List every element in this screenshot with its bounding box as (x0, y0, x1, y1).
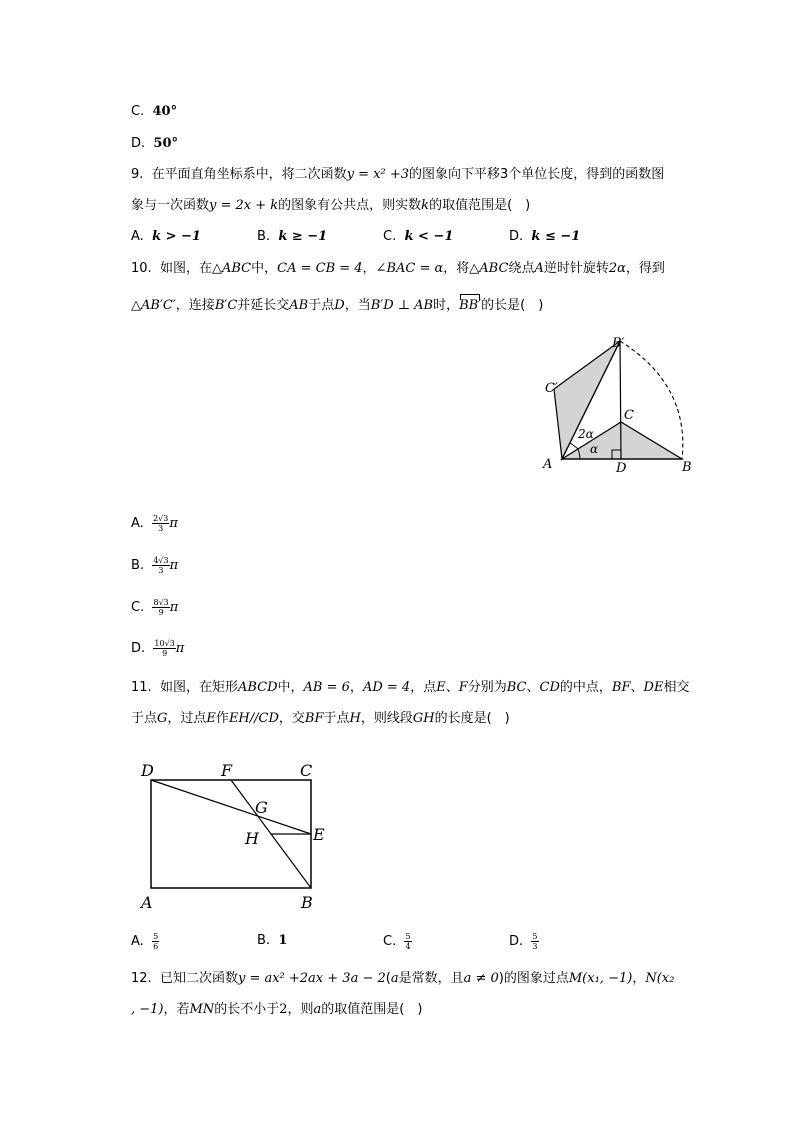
q9-option-b: B. k ≥ −1 (257, 229, 328, 244)
label-f: F (221, 761, 233, 780)
label-g: G (255, 798, 268, 817)
arc-bbprime: BB′ (459, 298, 481, 313)
label-two-alpha: 2α (578, 427, 594, 441)
q11-option-d: D. $\frac{5}{3}$ (509, 932, 538, 951)
q10-figure (540, 330, 700, 475)
q11-option-b: B. 1 (257, 933, 288, 948)
q9-option-c: C. k < −1 (383, 229, 454, 244)
q10-option-b: B. $\frac{4√3}{3}$ π (131, 556, 179, 575)
label-b-prime: B′ (612, 336, 625, 351)
label-a: A (141, 893, 153, 912)
q9-option-a: A. k > −1 (131, 229, 201, 244)
label-b: B (682, 460, 692, 475)
q12-line-2: , −1)，若MN的长不小于2，则a的取值范围是( ) (131, 1002, 423, 1017)
label-alpha: α (590, 442, 599, 456)
label-c-prime: C′ (545, 381, 558, 396)
q11-line-2: 于点G，过点E作EH//CD，交BF于点H，则线段GH的长度是( ) (131, 711, 510, 726)
label-d: D (141, 761, 154, 780)
q10-line-2: △AB′C′，连接B′C并延长交AB于点D，当B′D ⊥ AB时，BB′ 的长是( ) (131, 297, 543, 315)
q11-option-a: A. $\frac{5}{6}$ (131, 932, 159, 951)
label-h: H (245, 829, 259, 848)
label-e: E (313, 825, 325, 844)
q9-option-d: D. k ≤ −1 (509, 229, 581, 244)
q9-line-1: 9. 在平面直角坐标系中，将二次函数y = x² +3的图象向下平移3个单位长度，得到的函数图 (131, 167, 665, 182)
q10-option-d: D. $\frac{10√3}{9}$ π (131, 639, 185, 658)
label-b: B (301, 893, 313, 912)
option-c: C. 40° (131, 104, 178, 119)
label-a: A (543, 457, 553, 472)
q12-line-1: 12. 已知二次函数y = ax² +2ax + 3a − 2(a是常数，且a ≠ 0)的图象过点M(x₁, −1)，N(x₂ (131, 971, 675, 986)
q11-line-1: 11. 如图，在矩形ABCD中，AB = 6，AD = 4，点E、F分别为BC、CD的中点，BF、DE相交 (131, 680, 690, 695)
option-d: D. 50° (131, 136, 179, 151)
q11-option-c: C. $\frac{5}{4}$ (383, 932, 411, 951)
q10-option-a: A. $\frac{2√3}{3}$ π (131, 514, 178, 533)
q9-line-2: 象与一次函数y = 2x + k的图象有公共点，则实数k的取值范围是( ) (131, 198, 531, 213)
q11-figure (135, 756, 335, 916)
label-d: D (616, 461, 627, 475)
label-c: C (300, 761, 313, 780)
q10-line-1: 10. 如图，在△ABC中，CA = CB = 4，∠BAC = α，将△ABC绕点A逆时针旋转2α，得到 (131, 261, 665, 276)
q10-option-c: C. $\frac{8√3}{9}$ π (131, 598, 179, 617)
segment-de (151, 780, 311, 834)
label-c: C (624, 408, 634, 423)
